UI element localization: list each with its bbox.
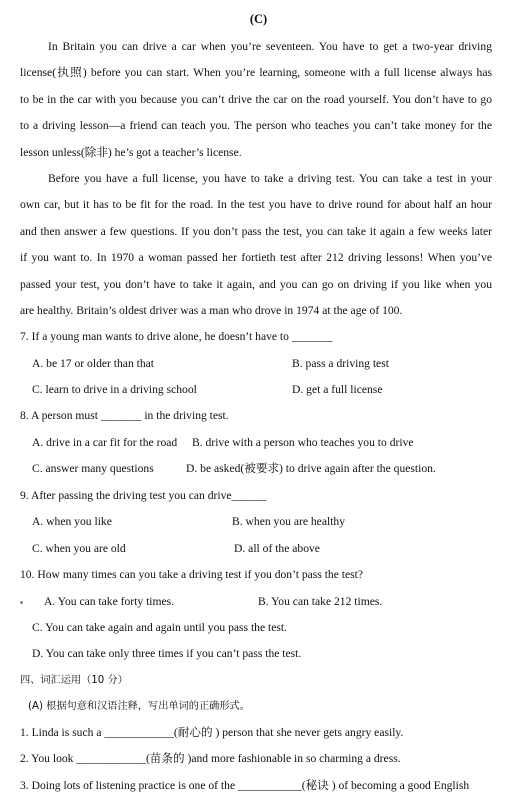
question-7-option-c: C. learn to drive in a driving school xyxy=(32,383,197,396)
question-9-option-a: A. when you like xyxy=(32,515,112,528)
passage-line: Before you have a full license, you have to take a driving test. You can take a test in your xyxy=(48,172,492,185)
question-7-stem: 7. If a young man wants to drive alone, he doesn’t have to _______ xyxy=(20,330,333,343)
question-8-stem: 8. A person must _______ in the driving test. xyxy=(20,409,229,422)
stray-mark xyxy=(20,601,23,604)
section-heading: 四、词汇运用（10 分） xyxy=(20,675,128,686)
question-9-option-b: B. when you are healthy xyxy=(232,515,346,528)
question-10-option-a: A. You can take forty times. xyxy=(44,595,175,608)
question-10-stem: 10. How many times can you take a driving test if you don’t pass the test? xyxy=(20,568,364,581)
passage-line: lesson unless(除非) he’s got a teacher’s license. xyxy=(20,146,242,159)
vocab-item: 2. You look ____________(苗条的 )and more fashionable in so charming a dress. xyxy=(20,752,401,765)
passage-title: (C) xyxy=(249,12,268,26)
passage-line: license(执照) before you can start. When you’re learning, someone with a full license always has xyxy=(20,66,492,79)
question-10-option-b: B. You can take 212 times. xyxy=(258,595,383,608)
vocab-item: 3. Doing lots of listening practice is one of the ___________(秘诀 ) of becoming a good English xyxy=(20,779,470,792)
question-9-option-d: D. all of the above xyxy=(234,542,320,555)
question-7-option-b: B. pass a driving test xyxy=(292,357,389,370)
question-8-option-c: C. answer many questions xyxy=(32,462,154,475)
question-8-option-d: D. be asked(被要求) to drive again after the question. xyxy=(186,462,436,475)
passage-line: own car, but it has to be fit for the road. In the test you have to drive round for about half an hour xyxy=(20,198,492,211)
question-9-stem: 9. After passing the driving test you can drive______ xyxy=(20,489,267,502)
question-10-option-d: D. You can take only three times if you can’t pass the test. xyxy=(32,647,302,660)
question-7-option-a: A. be 17 or older than that xyxy=(32,357,155,370)
section-instruction: (A) 根据句意和汉语注释，写出单词的正确形式。 xyxy=(28,701,250,712)
question-8-option-b: B. drive with a person who teaches you to drive xyxy=(192,436,414,449)
passage-line: are healthy. Britain’s oldest driver was a man who drove in 1974 at the age of 100. xyxy=(20,304,403,317)
vocab-item: 1. Linda is such a ____________(耐心的 ) person that she never gets angry easily. xyxy=(20,726,404,739)
question-10-option-c: C. You can take again and again until you pass the test. xyxy=(32,621,288,634)
passage-line: and then answer a few questions. If you don’t pass the test, you can take it again a few weeks later xyxy=(20,225,492,238)
question-9-option-c: C. when you are old xyxy=(32,542,126,555)
passage-line: to a driving lesson—a friend can teach you. The person who teaches you can’t take money for the xyxy=(20,119,492,132)
question-7-option-d: D. get a full license xyxy=(292,383,383,396)
question-8-option-a: A. drive in a car fit for the road xyxy=(32,436,178,449)
passage-line: to be in the car with you because you can’t drive the car on the road yourself. You don’t have to go xyxy=(20,93,492,106)
passage-line: passed your test, you don’t have to take it again, and you can go on driving if you like when you xyxy=(20,278,492,291)
passage-line: In Britain you can drive a car when you’re seventeen. You have to get a two-year driving xyxy=(48,40,492,53)
passage-line: if you want to. In 1970 a woman passed her fortieth test after 212 driving lessons! When you’ve xyxy=(20,251,492,264)
